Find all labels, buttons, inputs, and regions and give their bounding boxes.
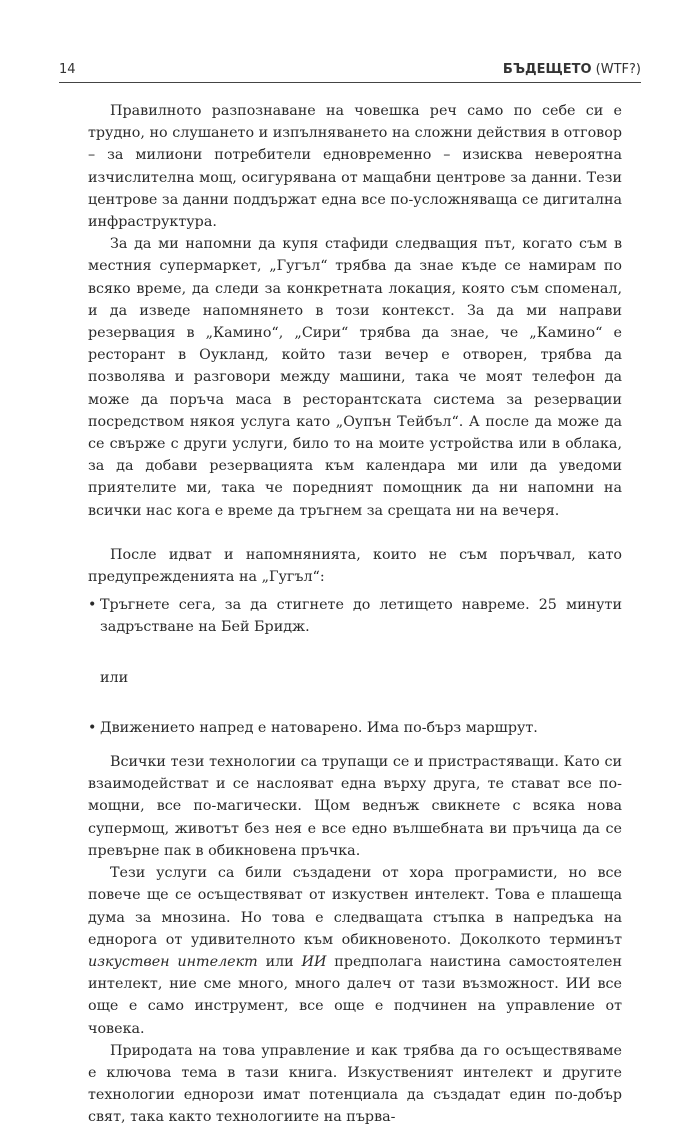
paragraph-6: Природата на това управление и как трябва да го осъществяваме е ключова тема в тази книга. Изкуственият интелект и другите технологии еднорози имат потенциала да създадат един по-добър свят, така както технологиите на първа- [88,1042,622,1126]
paragraph-5-part-b: или [257,953,302,970]
bullet-icon: • [88,719,97,736]
bullet-icon: • [88,597,97,614]
running-head [503,62,641,77]
book-title: БЪДЕЩЕТО [502,62,592,77]
page-header [59,62,641,84]
paragraph-5-italic-1: изкуствен интелект [88,953,258,970]
bullet-text-1: Тръгнете сега, за да стигнете до летището навреме. 25 минути задръстване на Бей Бридж. [100,597,622,636]
paragraph-5-part-c: предполага наистина самостоятелен интелект, ние сме много, много далеч от тази възможност. ИИ все още е само инструмент, все още е подчинен на управление от човека. [88,953,622,1037]
bullet-text-2: Движението напред е натоварено. Има по-бърз маршрут. [100,719,538,736]
paragraph-1: Правилното разпознаване на човешка реч само по себе си е трудно, но слушането и изпълняването на сложни действия в отговор – за милиони потребители едновременно – изисква невероятна изчислителна мощ, осигурявана от мащабни центрове за данни. Тези центрове за данни поддържат една все по-усложняваща се дигитална инфраструктура. [88,103,622,231]
paragraph-5 [88,862,622,1040]
paragraph-5-italic-2: ИИ [301,953,327,970]
bullet-item-2 [88,717,622,739]
paragraph-2: За да ми напомни да купя стафиди следващия път, когато съм в местния супермаркет, „Гугъл“ трябва да знае къде се намирам по всяко време, да следи за конкретната локация, която съм споменал, и да изведе напомнянето в този контекст. За да ми направи резервация в „Камино“, „Сири“ трябва да знае, че „Камино“ е ресторант в Оукланд, който тази вечер е отворен, трябва да позволява и разговори между машини, така че моят телефон да може да поръча маса в ресторантската система за резервации посредством някоя услуга като „Оупън Тейбъл“. А после да може да се свърже с други услуги, било то на моите устройства или в облака, за да добави резервацията към календара ми или да уведоми приятелите ми, така че поредният помощник да ни напомни на всички нас кога е време да тръгнем за срещата ни на вечеря. [88,236,622,519]
or-separator: или [100,669,129,686]
paragraph-5-part-a: Тези услуги са били създадени от хора програмисти, но все повече ще се осъществяват от изкуствен интелект. Това е плашеща дума за мнозина. Но това е следващата стъпка в напредъка на еднорога от удивителното към обикновеното. Доколкото терминът [88,865,622,948]
paragraph-4: Всички тези технологии са трупащи се и пристрастяващи. Като си взаимодействат и се наслояват една върху друга, те стават все по-мощни, все по-магически. Щом веднъж свикнете с всяка нова супермощ, животът без нея е все едно вълшебната ви пръчица да се превърне пак в обикновена пръчка. [88,754,622,859]
body-text [88,100,622,1129]
bullet-item-1 [88,594,622,638]
book-title-suffix: (WTF?) [591,62,641,77]
spacer [88,522,622,544]
paragraph-3: После идват и напомнянията, които не съм поръчвал, като предупрежденията на „Гугъл“: [88,546,622,586]
page-number: 14 [59,62,76,77]
header-rule [59,82,641,83]
